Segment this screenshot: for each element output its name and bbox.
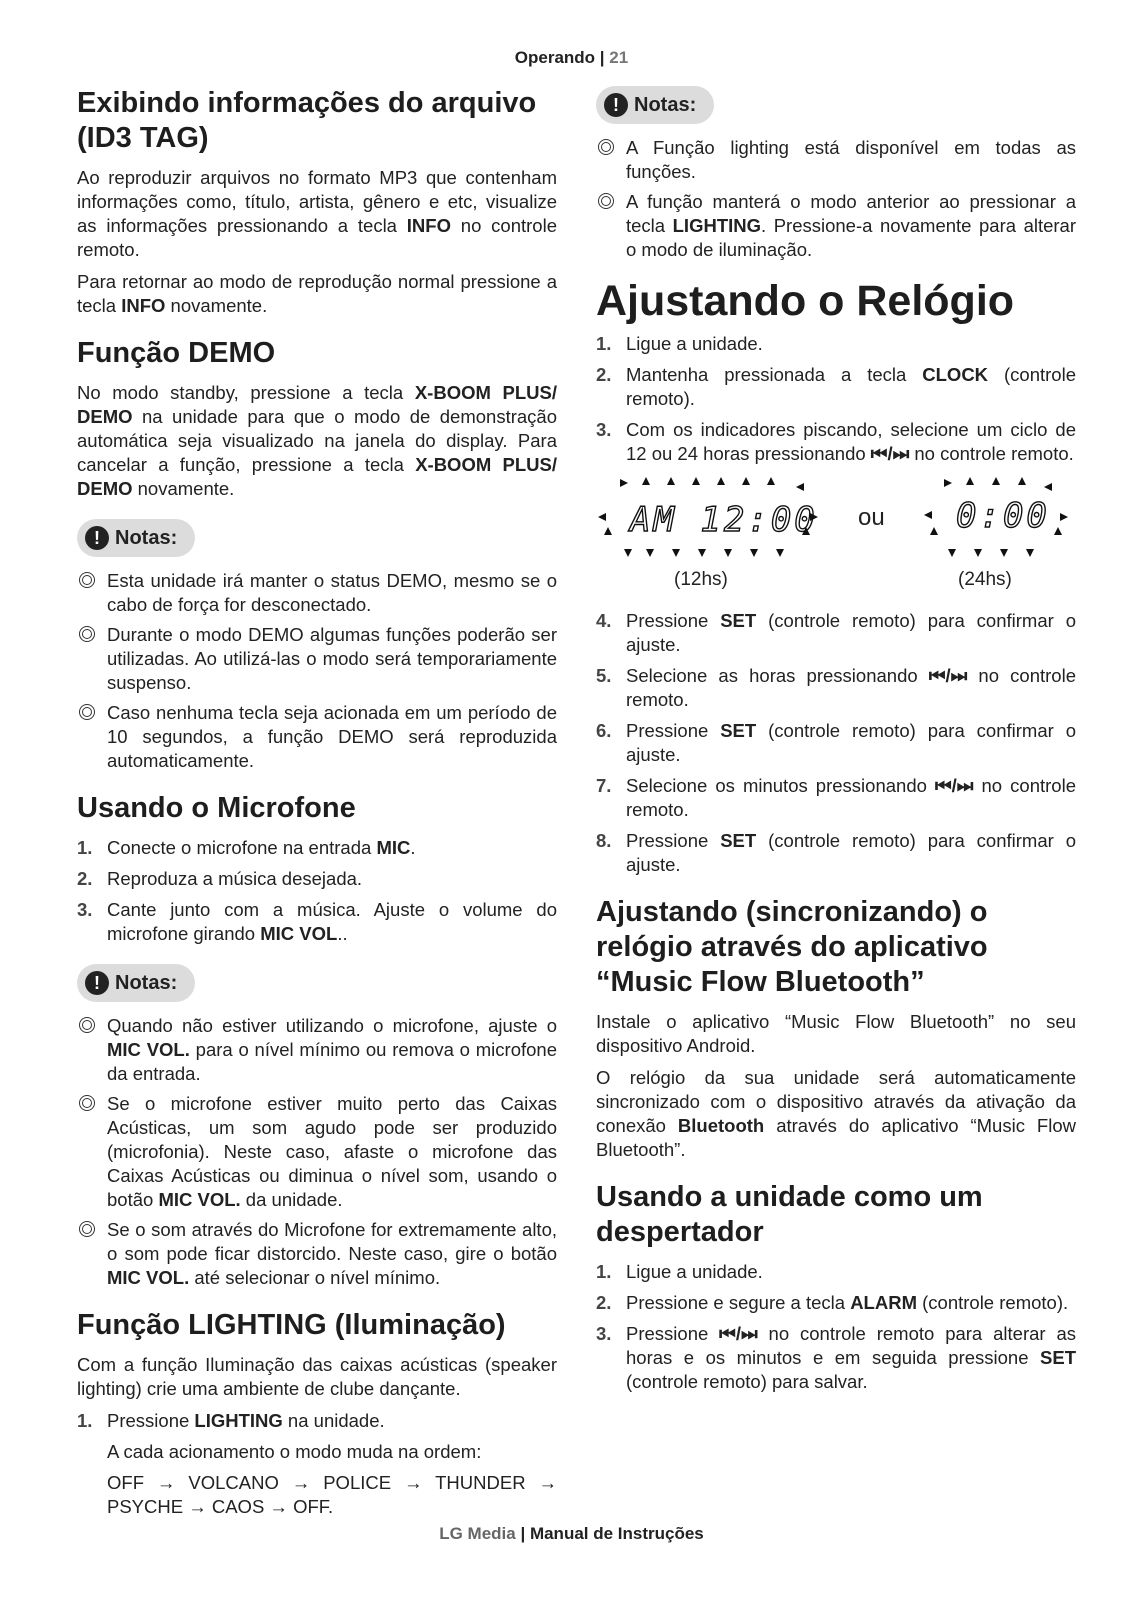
- alarm-title: Usando a unidade como um despertador: [596, 1181, 983, 1248]
- left-column: [77, 86, 557, 1526]
- right-column: [596, 86, 1076, 1401]
- sync-title: Ajustando (sincronizando) o relógio através do aplicativo “Music Flow Bluetooth”: [596, 896, 988, 998]
- page-number: 21: [609, 48, 629, 67]
- list-item: 5. Selecione as horas pressionando ⏮/⏭ no controle remoto.: [596, 665, 1076, 710]
- demo-paragraph: No modo standby, pressione a tecla X-BOOM PLUS/ DEMO na unidade para que o modo de demonstração automática seja visualizado na janela do display. Para cancelar a função, pressione a tecla X-BOOM PLUS/ DEMO novamente.: [77, 382, 558, 499]
- header-section: Operando: [514, 48, 596, 67]
- note-item: A função manterá o modo anterior ao pressionar a tecla LIGHTING. Pressione-a novamente para alterar o modo de iluminação.: [596, 190, 1076, 262]
- list-item: 2. Pressione e segure a tecla ALARM (controle remoto).: [596, 1292, 1069, 1313]
- note-item: Caso nenhuma tecla seja acionada em um período de 10 segundos, a função DEMO será reproduzida automaticamente.: [77, 701, 557, 773]
- note-item: A Função lighting está disponível em todas as funções.: [596, 136, 1076, 184]
- notes-box-demo: [77, 519, 557, 773]
- exclamation-icon: !: [604, 93, 628, 117]
- list-item: 4. Pressione SET (controle remoto) para confirmar o ajuste.: [596, 610, 1076, 655]
- skip-buttons-icon: ⏮/⏭: [928, 665, 968, 686]
- id3-paragraph-1: Ao reproduzir arquivos no formato MP3 que contenham informações como, título, artista, gênero e etc, visualize as informações pressionando a tecla INFO no controle remoto.: [77, 167, 557, 260]
- clock-steps-b: [596, 609, 1076, 877]
- exclamation-icon: !: [85, 971, 109, 995]
- list-item: 1. Ligue a unidade.: [596, 333, 763, 354]
- bullet-icon: [598, 193, 614, 209]
- clock-display-figure: [596, 473, 1076, 590]
- bullet-icon: [79, 1221, 95, 1237]
- mic-title: Usando o Microfone: [77, 792, 356, 824]
- display-12h-text: AM 12:00: [630, 500, 818, 540]
- bullet-icon: [79, 626, 95, 642]
- list-item: 3. Com os indicadores piscando, selecione um ciclo de 12 ou 24 horas pressionando ⏮/⏭ no controle remoto.: [596, 419, 1076, 464]
- note-item: Se o som através do Microfone for extremamente alto, o som pode ficar distorcido. Neste caso, gire o botão MIC VOL. até selecionar o nível mínimo.: [77, 1218, 557, 1290]
- list-item: 2. Reproduza a música desejada.: [77, 868, 363, 889]
- list-item: 2. Mantenha pressionada a tecla CLOCK (controle remoto).: [596, 364, 1076, 409]
- lighting-title: Função LIGHTING (Iluminação): [77, 1309, 506, 1341]
- list-item: 1. Ligue a unidade.: [596, 1261, 763, 1282]
- sync-paragraph-1: Instale o aplicativo “Music Flow Bluetooth” no seu dispositivo Android.: [596, 1011, 1076, 1056]
- bullet-icon: [79, 572, 95, 588]
- id3-paragraph-2: Para retornar ao modo de reprodução normal pressione a tecla INFO novamente.: [77, 271, 557, 316]
- skip-buttons-icon: ⏮/⏭: [934, 775, 974, 796]
- list-item: 1. Conecte o microfone na entrada MIC.: [77, 837, 416, 858]
- list-item: 8. Pressione SET (controle remoto) para confirmar o ajuste.: [596, 830, 1076, 875]
- bullet-icon: [79, 1095, 95, 1111]
- page-footer: LG Media | Manual de Instruções: [439, 1524, 704, 1543]
- bullet-icon: [79, 1017, 95, 1033]
- notes-label: ! Notas:: [77, 964, 195, 1002]
- footer-title: Manual de Instruções: [529, 1524, 704, 1543]
- list-item: 3. Cante junto com a música. Ajuste o volume do microfone girando MIC VOL..: [77, 899, 557, 944]
- skip-buttons-icon: ⏮/⏭: [719, 1323, 758, 1344]
- note-item: Esta unidade irá manter o status DEMO, mesmo se o cabo de força for desconectado.: [77, 569, 557, 617]
- notes-box-mic: [77, 964, 557, 1290]
- exclamation-icon: !: [85, 526, 109, 550]
- note-item: Durante o modo DEMO algumas funções poderão ser utilizadas. Ao utilizá-las o modo será temporariamente suspenso.: [77, 623, 557, 695]
- skip-buttons-icon: ⏮/⏭: [870, 443, 910, 464]
- clock-steps-a: [596, 332, 1076, 466]
- footer-brand: LG Media: [439, 1524, 516, 1543]
- or-text: ou: [858, 504, 885, 531]
- page-header: Operando | 21: [514, 48, 629, 67]
- note-item: Quando não estiver utilizando o microfone, ajuste o MIC VOL. para o nível mínimo ou remova o microfone da entrada.: [77, 1014, 557, 1086]
- demo-title: Função DEMO: [77, 337, 276, 369]
- notes-label: ! Notas:: [596, 86, 714, 124]
- alarm-steps: [596, 1260, 1076, 1394]
- clock-display-graphic: [596, 473, 1076, 573]
- bullet-icon: [598, 139, 614, 155]
- notes-box-lighting: [596, 86, 1076, 262]
- id3-title: Exibindo informações do arquivo (ID3 TAG): [77, 87, 537, 154]
- sync-paragraph-2: O relógio da sua unidade será automaticamente sincronizado com o dispositivo através da ativação da conexão Bluetooth através do aplicativo “Music Flow Bluetooth”.: [596, 1067, 1076, 1160]
- list-item: 3. Pressione ⏮/⏭ no controle remoto para alterar as horas e os minutos e em seguida pressione SET (controle remoto) para salvar.: [596, 1323, 1076, 1392]
- bullet-icon: [79, 704, 95, 720]
- lighting-steps: [77, 1409, 557, 1433]
- list-item: 7. Selecione os minutos pressionando ⏮/⏭ no controle remoto.: [596, 775, 1076, 820]
- caption-12h: (12hs): [674, 569, 728, 590]
- note-item: Se o microfone estiver muito perto das Caixas Acústicas, um som agudo pode ser produzido (microfonia). Neste caso, afaste o microfone das Caixas Acústicas ou diminua o nível som, usando o botão MIC VOL. da unidade.: [77, 1092, 557, 1212]
- notes-label: ! Notas:: [77, 519, 195, 557]
- lighting-sequence: OFF → VOLCANO → POLICE → THUNDER → PSYCHE → CAOS → OFF.: [107, 1472, 557, 1517]
- clock-title: Ajustando o Relógio: [596, 277, 1015, 325]
- caption-24h: (24hs): [958, 569, 1012, 590]
- mic-steps: [77, 836, 557, 946]
- list-item: 1. Pressione LIGHTING na unidade.: [77, 1410, 385, 1431]
- list-item: 6. Pressione SET (controle remoto) para confirmar o ajuste.: [596, 720, 1076, 765]
- lighting-sub-1: A cada acionamento o modo muda na ordem:: [107, 1441, 482, 1462]
- display-24h-text: 0:00: [956, 496, 1050, 536]
- lighting-paragraph: Com a função Iluminação das caixas acústicas (speaker lighting) crie uma ambiente de clube dançante.: [77, 1354, 557, 1399]
